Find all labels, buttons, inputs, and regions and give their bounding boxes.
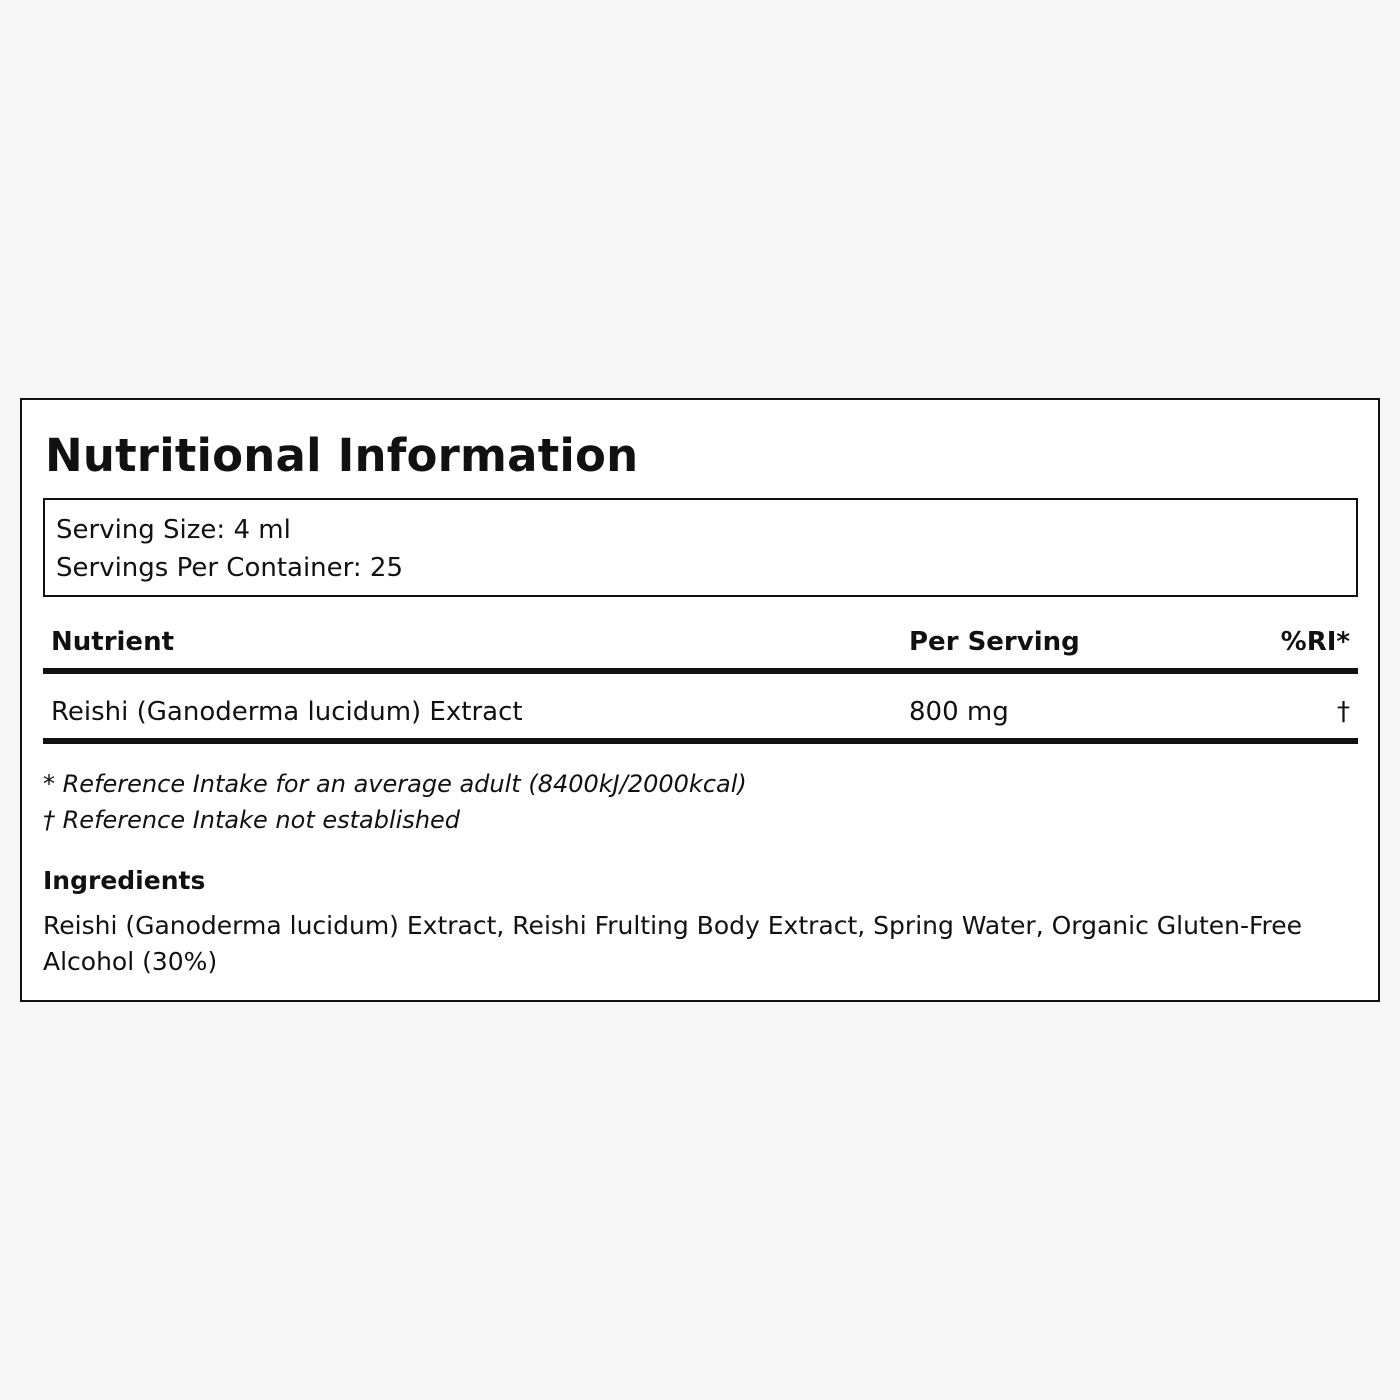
table-row — [43, 693, 1358, 733]
nutrition-panel — [20, 398, 1380, 1002]
header-ri: %RI* — [1280, 627, 1350, 657]
serving-size: Serving Size: 4 ml — [56, 515, 291, 545]
ingredients-text: Reishi (Ganoderma lucidum) Extract, Reishi Frulting Body Extract, Spring Water, Organic Gluten-Free Alcohol (30%) — [43, 911, 1303, 976]
header-per-serving: Per Serving — [909, 627, 1080, 657]
row-nutrient: Reishi (Ganoderma lucidum) Extract — [51, 697, 523, 727]
servings-per-container: Servings Per Container: 25 — [56, 553, 404, 583]
table-header — [43, 623, 1358, 663]
panel-title: Nutritional Information — [45, 429, 639, 482]
header-nutrient: Nutrient — [51, 627, 175, 657]
ingredients-heading: Ingredients — [43, 866, 206, 895]
header-divider — [43, 668, 1358, 674]
row-ri: † — [1337, 697, 1350, 727]
table-bottom-divider — [43, 738, 1358, 744]
row-per-serving: 800 mg — [909, 697, 1009, 727]
serving-info-box — [43, 498, 1358, 597]
footnote-reference-intake: * Reference Intake for an average adult (8400kJ/2000kcal) — [43, 770, 747, 798]
footnote-not-established: † Reference Intake not established — [43, 806, 461, 834]
